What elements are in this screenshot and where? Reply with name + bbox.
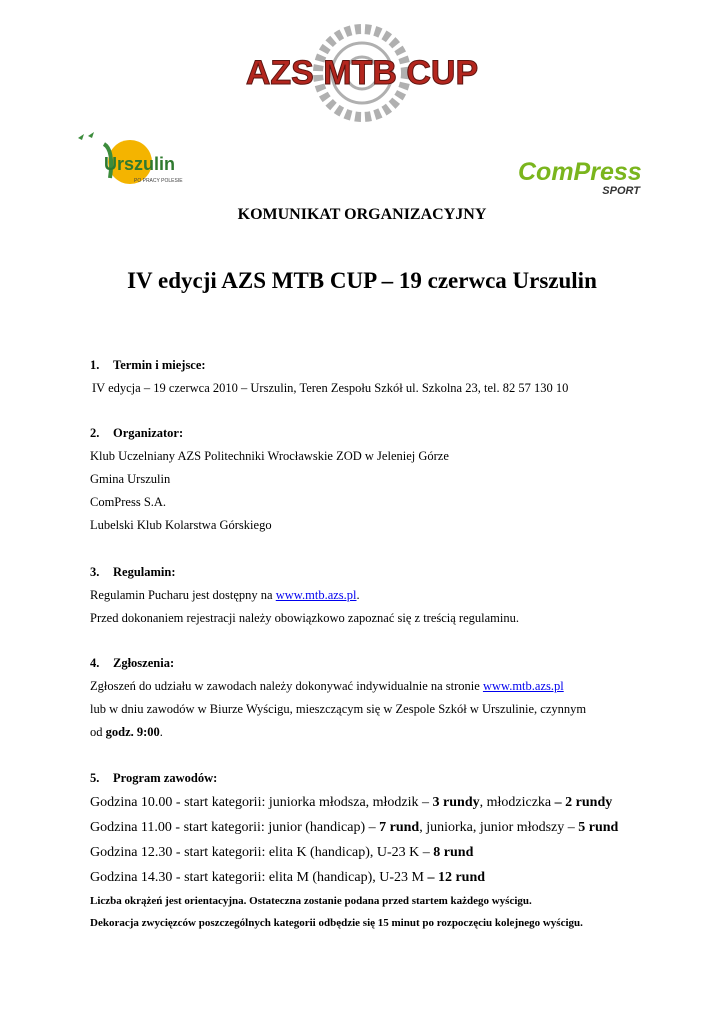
organizer-line: Klub Uczelniany AZS Politechniki Wrocławskie ZOD w Jeleniej Górze <box>90 449 449 463</box>
logo-left-tagline: PO PRACY POLESIE <box>134 178 183 184</box>
section-regulamin <box>90 561 690 630</box>
section-heading: 1. Termin i miejsce: <box>90 358 206 372</box>
logo-right-sub: SPORT <box>602 185 640 197</box>
document-label: KOMUNIKAT ORGANIZACYJNY <box>237 206 487 223</box>
section-text: Przed dokonaniem rejestracji należy obowiązkowo zapoznać się z treścią regulaminu. <box>90 611 519 625</box>
organizer-line: Gmina Urszulin <box>90 472 171 486</box>
program-note: Liczba okrążeń jest orientacyjna. Ostateczna zostanie podana przed startem każdego wyścigu. <box>90 895 532 907</box>
compress-sport-logo <box>514 150 644 200</box>
program-note: Dekoracja zwycięzców poszczególnych kategorii odbędzie się 15 minut po rozpoczęciu kolejnego wyścigu. <box>90 917 583 929</box>
logo-left-text: Urszulin <box>104 154 176 174</box>
azs-mtb-cup-logo <box>226 22 498 124</box>
section-text: Zgłoszeń do udziału w zawodach należy dokonywać indywidualnie na stronie www.mtb.azs.pl <box>90 679 564 693</box>
document-title: IV edycji AZS MTB CUP – 19 czerwca Urszulin <box>127 268 597 293</box>
section-heading: 2. Organizator: <box>90 426 184 440</box>
section-heading: 5. Program zawodów: <box>90 771 218 785</box>
section-text: Regulamin Pucharu jest dostępny na www.mtb.azs.pl. <box>90 588 360 602</box>
organizer-line: Lubelski Klub Kolarstwa Górskiego <box>90 518 272 532</box>
program-row: Godzina 12.30 - start kategorii: elita K (handicap), U-23 K – 8 rund <box>90 845 474 860</box>
section-zgloszenia <box>90 652 690 744</box>
program-row: Godzina 14.30 - start kategorii: elita M (handicap), U-23 M – 12 rund <box>90 870 486 885</box>
program-row: Godzina 11.00 - start kategorii: junior (handicap) – 7 rund, juniorka, junior młodszy – 5 rund <box>90 820 619 835</box>
section-termin <box>90 354 690 400</box>
regulamin-link[interactable]: www.mtb.azs.pl <box>275 588 357 602</box>
logo-main-text: AZS MTB CUP <box>245 54 479 92</box>
section-heading: 3. Regulamin: <box>90 565 176 579</box>
organizer-line: ComPress S.A. <box>90 495 167 509</box>
section-text: lub w dniu zawodów w Biurze Wyścigu, mieszczącym się w Zespole Szkół w Urszulinie, czynnym <box>90 702 587 716</box>
logo-right-text: ComPress <box>518 158 642 186</box>
section-heading: 4. Zgłoszenia: <box>90 656 175 670</box>
section-text: IV edycja – 19 czerwca 2010 – Urszulin, Teren Zespołu Szkół ul. Szkolna 23, tel. 82 57 130 10 <box>92 381 569 395</box>
section-text: od godz. 9:00. <box>90 725 163 739</box>
urszulin-logo <box>74 130 202 196</box>
section-organizator <box>90 422 690 537</box>
program-row: Godzina 10.00 - start kategorii: juniorka młodsza, młodzik – 3 rundy, młodziczka – 2 rundy <box>90 795 613 810</box>
zgloszenia-link[interactable]: www.mtb.azs.pl <box>482 679 564 693</box>
section-program <box>90 767 690 934</box>
